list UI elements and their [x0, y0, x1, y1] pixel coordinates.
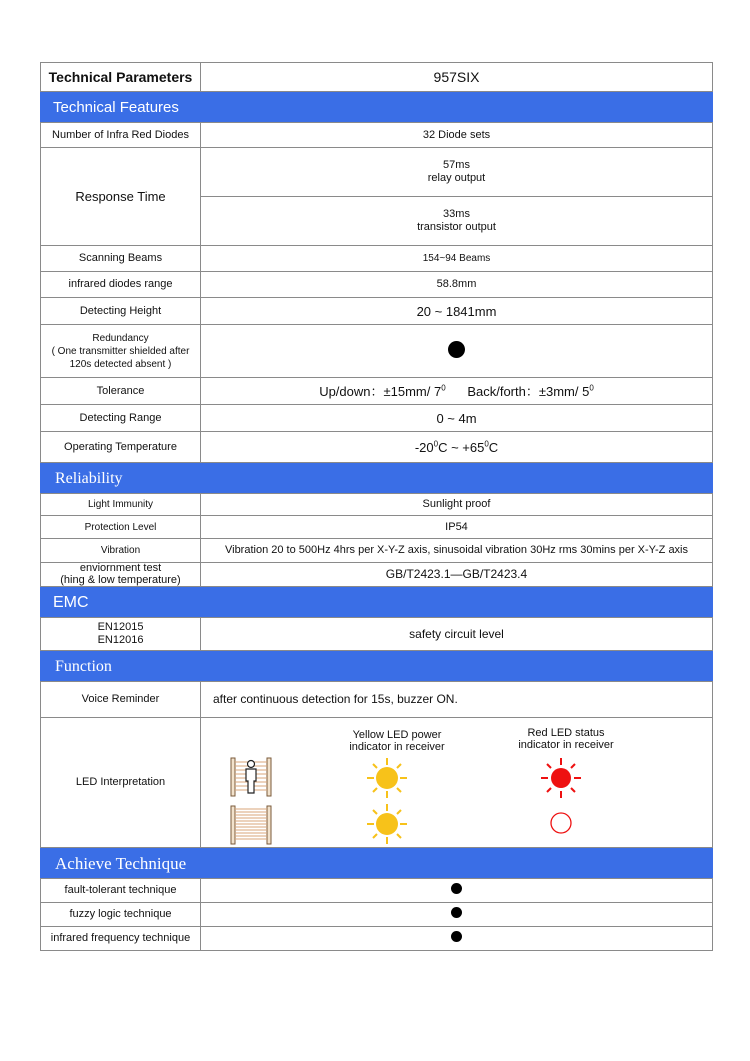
row-value — [201, 879, 713, 903]
row-voice — [41, 682, 713, 718]
row-value: after continuous detection for 15s, buzzer ON. — [201, 682, 713, 718]
row-tolerance — [41, 378, 713, 405]
section-title: Achieve Technique — [41, 848, 713, 879]
row-label — [41, 563, 201, 587]
row-value — [201, 927, 713, 951]
row-fault-tolerant — [41, 879, 713, 903]
env-note: (hing & low temperature) — [60, 574, 181, 586]
row-redundancy — [41, 325, 713, 378]
yellow-led-on-icon — [366, 757, 408, 799]
row-value: safety circuit level — [201, 618, 713, 651]
row-temperature — [41, 432, 713, 463]
row-diodes — [41, 123, 713, 148]
led-diagram — [201, 718, 713, 848]
led-grid — [201, 719, 712, 847]
row-label: fault-tolerant technique — [41, 879, 201, 903]
row-label: Detecting Height — [41, 298, 201, 325]
row-protection — [41, 516, 713, 539]
redundancy-title: Redundancy — [92, 332, 149, 344]
row-label: Voice Reminder — [41, 682, 201, 718]
row-value — [201, 378, 713, 405]
section-title: EMC — [41, 587, 713, 618]
section-technical-features — [41, 92, 713, 123]
env-title: enviornment test — [79, 562, 162, 574]
row-value — [201, 903, 713, 927]
row-response-relay — [41, 148, 713, 197]
section-function — [41, 651, 713, 682]
row-beams — [41, 246, 713, 272]
bullet-dot — [451, 931, 462, 942]
transistor-time: 33ms — [443, 208, 470, 220]
row-label: infrared frequency technique — [41, 927, 201, 951]
bullet-dot — [451, 907, 462, 918]
section-title: Function — [41, 651, 713, 682]
header-row — [41, 63, 713, 92]
emc-standard-1: EN12015 — [97, 621, 144, 633]
row-value: 154~94 Beams — [201, 246, 713, 272]
row-label: Tolerance — [41, 378, 201, 405]
light-curtain-blocked-icon — [229, 756, 275, 798]
row-label: Vibration — [41, 539, 201, 563]
section-emc — [41, 587, 713, 618]
row-value: Sunlight proof — [201, 494, 713, 516]
row-label: Operating Temperature — [41, 432, 201, 463]
row-infrared-frequency — [41, 927, 713, 951]
tolerance-updown: Up/down：±15mm/ $7^0$ — [319, 383, 446, 399]
row-led — [41, 718, 713, 848]
row-value: 32 Diode sets — [201, 123, 713, 148]
row-label: fuzzy logic technique — [41, 903, 201, 927]
row-detect-range — [41, 405, 713, 432]
bullet-dot — [448, 341, 465, 358]
tolerance-backforth: Back/forth：±3mm/ $5^0$ — [467, 383, 594, 399]
row-label: Detecting Range — [41, 405, 201, 432]
row-label: Scanning Beams — [41, 246, 201, 272]
row-label: Protection Level — [41, 516, 201, 539]
row-value: GB/T2423.1—GB/T2423.4 — [201, 563, 713, 587]
emc-standard-2: EN12016 — [97, 634, 144, 646]
redundancy-note-1: ( One transmitter shielded after — [51, 345, 190, 357]
red-led-caption: Red LED status indicator in receiver — [518, 726, 614, 751]
light-curtain-clear-icon — [229, 805, 275, 845]
section-title: Technical Features — [41, 92, 713, 123]
row-range — [41, 272, 713, 298]
model-name: 957SIX — [201, 63, 713, 92]
row-label: Number of Infra Red Diodes — [41, 123, 201, 148]
row-environment — [41, 563, 713, 587]
spec-table — [40, 62, 713, 951]
row-label — [41, 618, 201, 651]
yellow-led-on-icon — [366, 803, 408, 845]
row-value: 0 ~ 4m — [201, 405, 713, 432]
section-achieve — [41, 848, 713, 879]
yellow-led-caption: Yellow LED power indicator in receiver — [349, 728, 445, 753]
row-label: Response Time — [41, 148, 201, 246]
row-value: Vibration 20 to 500Hz 4hrs per X-Y-Z axis, sinusoidal vibration 30Hz rms 30mins per X-Y-Z axis — [201, 539, 713, 563]
row-label: LED Interpretation — [41, 718, 201, 848]
row-light — [41, 494, 713, 516]
header-label: Technical Parameters — [41, 63, 201, 92]
row-value — [201, 148, 713, 197]
row-fuzzy-logic — [41, 903, 713, 927]
row-label — [41, 325, 201, 378]
row-emc — [41, 618, 713, 651]
spec-sheet — [40, 62, 712, 951]
row-vibration — [41, 539, 713, 563]
transistor-note: transistor output — [417, 221, 496, 233]
redundancy-note-2: 120s detected absent ) — [69, 358, 172, 370]
row-height — [41, 298, 713, 325]
relay-note: relay output — [427, 172, 486, 184]
row-value: 20 ~ 1841mm — [201, 298, 713, 325]
row-value — [201, 197, 713, 246]
red-led-on-icon — [540, 757, 582, 799]
row-value: $-20^0C$ ~ $+65^0C$ — [201, 432, 713, 463]
row-label: infrared diodes range — [41, 272, 201, 298]
row-value: 58.8mm — [201, 272, 713, 298]
bullet-dot — [451, 883, 462, 894]
section-reliability — [41, 463, 713, 494]
section-title: Reliability — [41, 463, 713, 494]
row-value: IP54 — [201, 516, 713, 539]
row-label: Light Immunity — [41, 494, 201, 516]
relay-time: 57ms — [443, 159, 470, 171]
row-value — [201, 325, 713, 378]
red-led-off-icon — [549, 811, 573, 835]
